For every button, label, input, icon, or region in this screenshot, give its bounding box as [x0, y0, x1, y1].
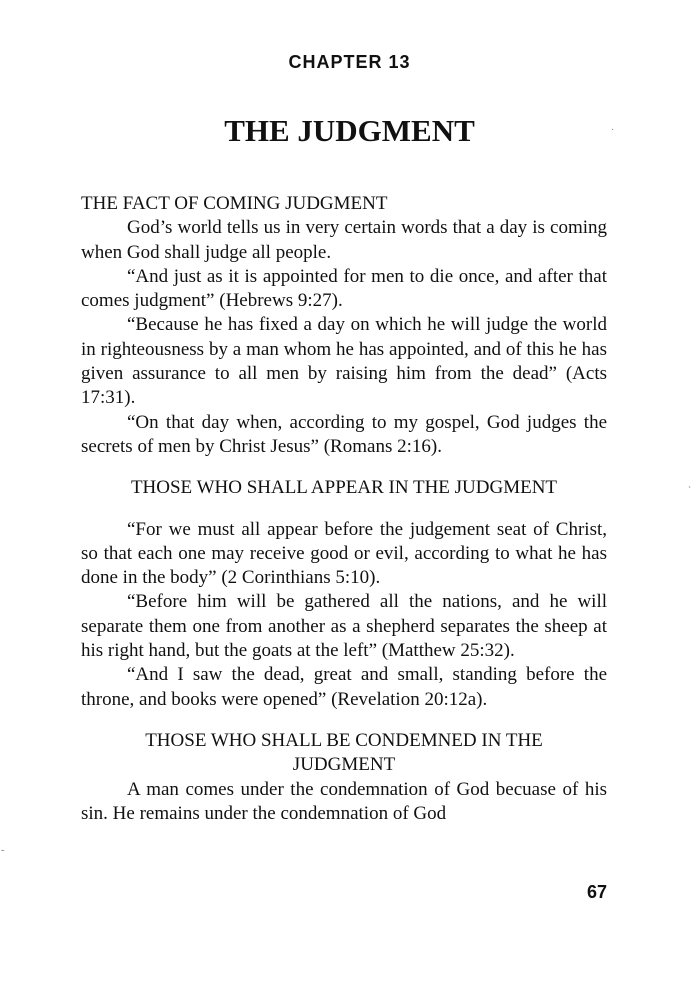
speck-mark: ˗	[1, 844, 5, 855]
paragraph: A man comes under the condemnation of God becuase of his sin. He remains under the condemnation of God	[81, 778, 607, 824]
paragraph: “And I saw the dead, great and small, standing before the throne, and books were opened” (Revelation 20:12a).	[81, 664, 607, 710]
paragraph: God’s world tells us in very certain words that a day is coming when God shall judge all people.	[81, 217, 607, 263]
chapter-label: CHAPTER 13	[288, 52, 411, 72]
chapter-title: THE JUDGMENT	[224, 113, 475, 148]
paragraph: “Because he has fixed a day on which he will judge the world in righteousness by a man whom he has appointed, and of this he has given assurance to all men by raising him from the dead” (Acts 17:31).	[81, 314, 607, 409]
paragraph: “For we must all appear before the judgement seat of Christ, so that each one may receive good or evil, according to what he has done in the body” (2 Corinthians 5:10).	[81, 518, 607, 589]
section-heading-appear: THOSE WHO SHALL APPEAR IN THE JUDGMENT	[130, 477, 558, 499]
page-body	[81, 192, 607, 826]
speck-mark: ·	[611, 124, 615, 135]
speck-mark: ˋ	[688, 486, 692, 497]
paragraph: “On that day when, according to my gospel, God judges the secrets of men by Christ Jesus” (Romans 2:16).	[81, 411, 607, 457]
paragraph: “Before him will be gathered all the nations, and he will separate them one from another as a shepherd separates the sheep at his right hand, but the goats at the left” (Matthew 25:32).	[81, 591, 607, 662]
section-heading-fact: THE FACT OF COMING JUDGMENT	[81, 193, 388, 214]
page-number: 67	[586, 882, 607, 902]
section-heading-line: THOSE WHO SHALL BE CONDEMNED IN THE	[145, 729, 543, 751]
section-heading-line: JUDGMENT	[292, 754, 396, 776]
section-heading-condemned	[81, 729, 607, 778]
paragraph: “And just as it is appointed for men to die once, and after that comes judgment” (Hebrews 9:27).	[81, 265, 607, 312]
